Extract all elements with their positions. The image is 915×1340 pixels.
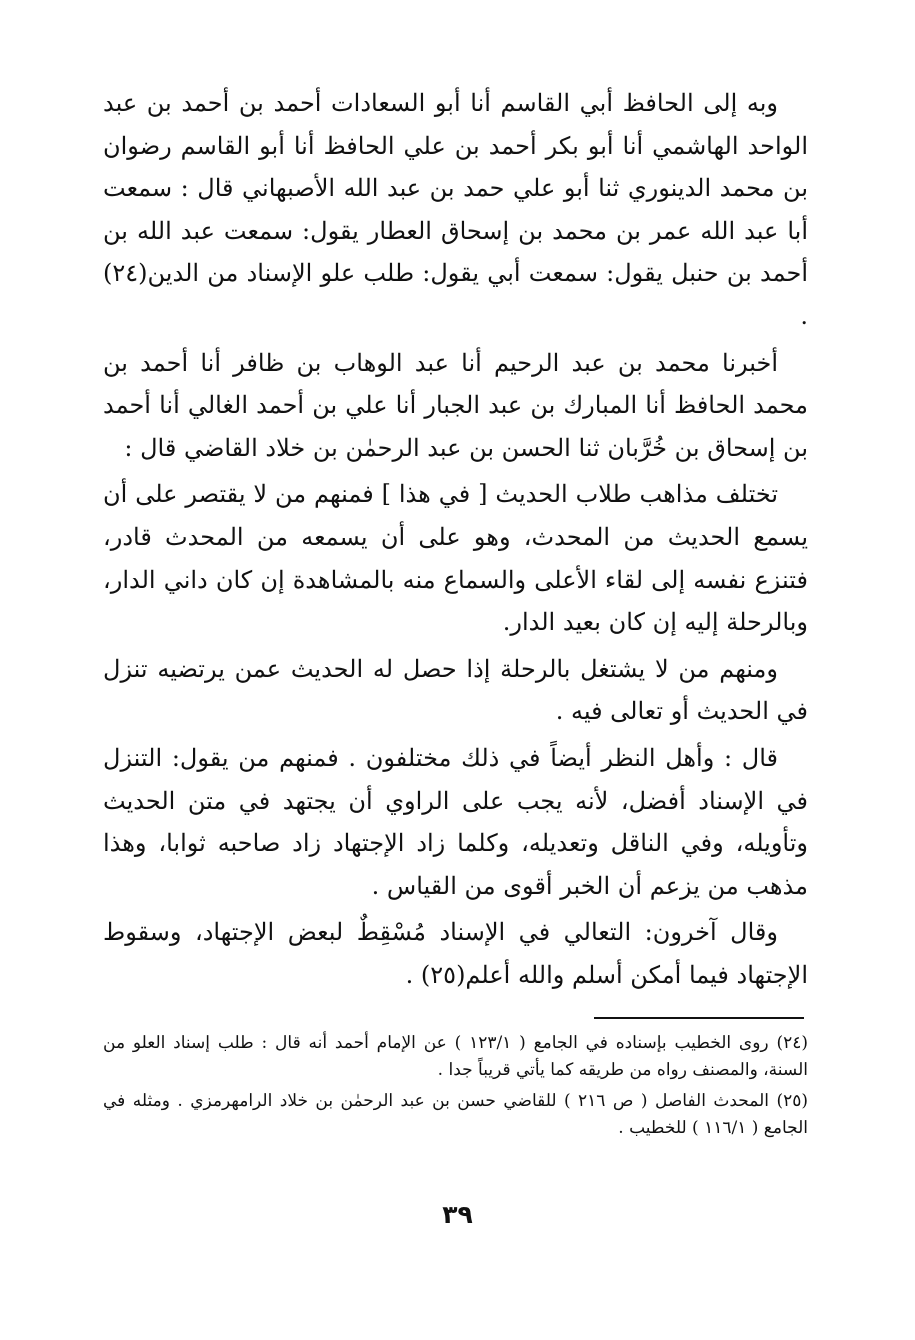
footnote: (٢٥) المحدث الفاصل ( ص ٢١٦ ) للقاضي حسن بن عبد الرحمٰن بن خلاد الرامهرمزي . ومثله في الجامع ( ١١٦/١ ) للخطيب .	[103, 1091, 808, 1138]
paragraph: وقال آخرون: التعالي في الإسناد مُسْقِطٌ لبعض الإجتهاد، وسقوط الإجتهاد فيما أمكن أسلم والله أعلم(٢٥) .	[103, 918, 808, 989]
page-number: ٣٩	[442, 1200, 473, 1229]
paragraph: قال : وأهل النظر أيضاً في ذلك مختلفون . فمنهم من يقول: التنزل في الإسناد أفضل، لأنه يجب على الراوي أن يجتهد في متن الحديث وتأويله، وفي الناقل وتعديله، وكلما زاد الإجتهاد زاد صاحبه ثوابا، وهذا مذهب من يزعم أن الخبر أقوى من القياس .	[103, 743, 808, 900]
main-text	[103, 82, 808, 1000]
paragraph: أخبرنا محمد بن عبد الرحيم أنا عبد الوهاب بن ظافر أنا أحمد بن محمد الحافظ أنا المبارك بن عبد الجبار أنا علي بن أحمد الغالي أنا أحمد بن إسحاق بن خُرَّبان ثنا الحسن بن عبد الرحمٰن بن خلاد القاضي قال :	[103, 348, 808, 462]
paragraph: تختلف مذاهب طلاب الحديث [ في هذا ] فمنهم من لا يقتصر على أن يسمع الحديث من المحدث، وهو على أن يسمعه من المحدث قادر، فتنزع نفسه إلى لقاء الأعلى والسماع منه بالمشاهدة إن كان داني الدار، وبالرحلة إليه إن كان بعيد الدار.	[103, 480, 808, 637]
paragraph: وبه إلى الحافظ أبي القاسم أنا أبو السعادات أحمد بن أحمد بن عبد الواحد الهاشمي أنا أبو بكر أحمد بن علي الحافظ أنا أبو القاسم رضوان بن محمد الدينوري ثنا أبو علي حمد بن عبد الله الأصبهاني قال : سمعت أبا عبد الله عمر بن محمد بن إسحاق العطار يقول: سمعت عبد الله بن أحمد بن حنبل يقول: سمعت أبي يقول: طلب علو الإسناد من الدين(٢٤) .	[103, 89, 808, 330]
footnote: (٢٤) روى الخطيب بإسناده في الجامع ( ١٢٣/١ ) عن الإمام أحمد أنه قال : طلب إسناد العلو من السنة، والمصنف رواه من طريقه كما يأتي قريباً جدا .	[103, 1033, 808, 1080]
footnotes	[103, 1030, 808, 1146]
footnote-divider	[594, 1017, 804, 1019]
paragraph: ومنهم من لا يشتغل بالرحلة إذا حصل له الحديث عمن يرتضيه تنزل في الحديث أو تعالى فيه .	[103, 654, 808, 726]
